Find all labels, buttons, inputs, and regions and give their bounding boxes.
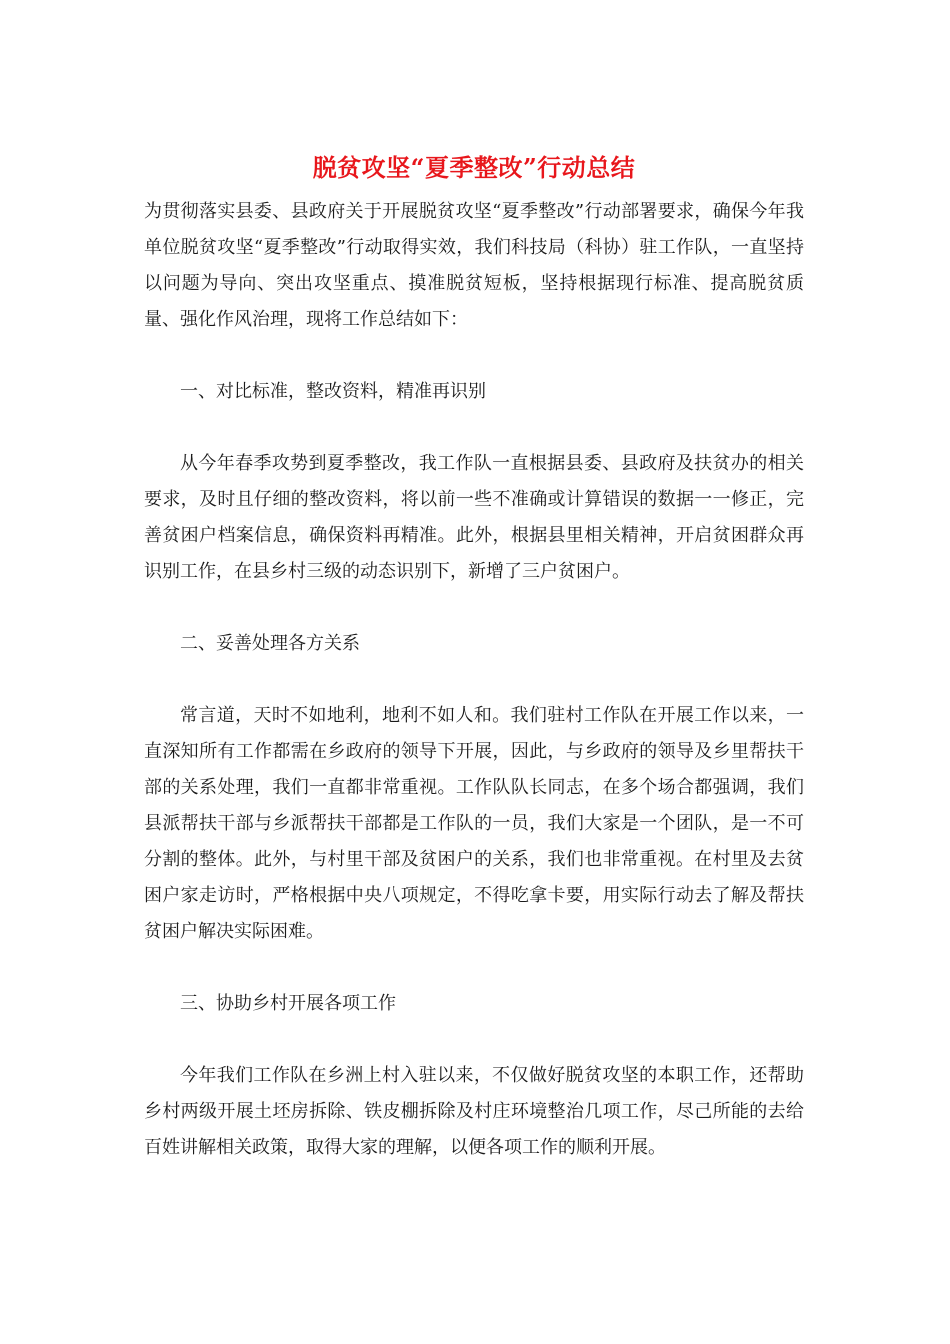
- spacer: [144, 1022, 804, 1058]
- spacer: [144, 338, 804, 374]
- spacer: [144, 590, 804, 626]
- spacer: [144, 950, 804, 986]
- section-body-3: 今年我们工作队在乡洲上村入驻以来，不仅做好脱贫攻坚的本职工作，还帮助乡村两级开展土坯房拆除、铁皮棚拆除及村庄环境整治几项工作，尽己所能的去给百姓讲解相关政策，取得大家的理解，以便各项工作的顺利开展。: [144, 1065, 804, 1158]
- spacer: [144, 410, 804, 446]
- spacer: [144, 662, 804, 698]
- section-heading-1: 一、对比标准，整改资料，精准再识别: [180, 381, 486, 402]
- document-title: 脱贫攻坚“夏季整改”行动总结: [312, 153, 636, 182]
- section-heading-2: 二、妥善处理各方关系: [180, 633, 360, 654]
- section-heading-3: 三、协助乡村开展各项工作: [180, 993, 396, 1014]
- document-page: [144, 148, 804, 1166]
- section-body-2: 常言道，天时不如地利，地利不如人和。我们驻村工作队在开展工作以来，一直深知所有工作都需在乡政府的领导下开展，因此，与乡政府的领导及乡里帮扶干部的关系处理，我们一直都非常重视。工作队队长同志，在多个场合都强调，我们县派帮扶干部与乡派帮扶干部都是工作队的一员，我们大家是一个团队，是一不可分割的整体。此外，与村里干部及贫困户的关系，我们也非常重视。在村里及去贫困户家走访时，严格根据中央八项规定，不得吃拿卡要，用实际行动去了解及帮扶贫困户解决实际困难。: [144, 705, 804, 942]
- intro-paragraph: 为贯彻落实县委、县政府关于开展脱贫攻坚“夏季整改”行动部署要求，确保今年我单位脱贫攻坚“夏季整改”行动取得实效，我们科技局（科协）驻工作队，一直坚持以问题为导向、突出攻坚重点、摸准脱贫短板，坚持根据现行标准、提高脱贫质量、强化作风治理，现将工作总结如下：: [144, 201, 804, 330]
- section-body-1: 从今年春季攻势到夏季整改，我工作队一直根据县委、县政府及扶贫办的相关要求，及时且仔细的整改资料，将以前一些不准确或计算错误的数据一一修正，完善贫困户档案信息，确保资料再精准。此外，根据县里相关精神，开启贫困群众再识别工作，在县乡村三级的动态识别下，新增了三户贫困户。: [144, 453, 804, 582]
